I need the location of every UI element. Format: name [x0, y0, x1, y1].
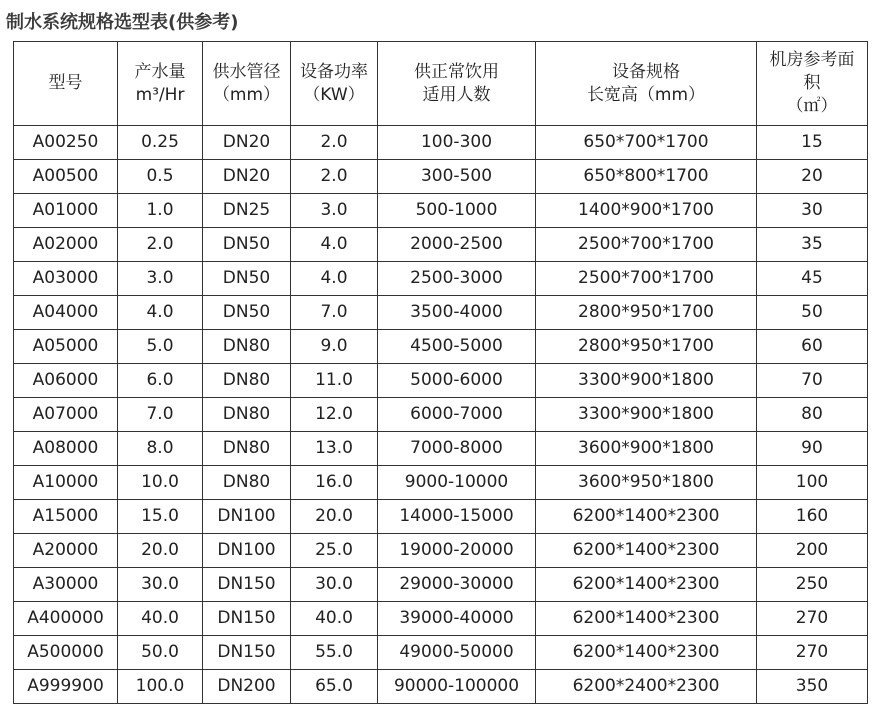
cell-people: 49000-50000 — [378, 636, 536, 670]
cell-people: 3500-4000 — [378, 296, 536, 330]
table-row — [14, 262, 868, 296]
cell-room-area: 90 — [757, 432, 868, 466]
cell-model: A10000 — [14, 466, 118, 500]
cell-water-output: 20.0 — [118, 534, 203, 568]
cell-power: 11.0 — [291, 364, 378, 398]
cell-people: 300-500 — [378, 160, 536, 194]
header-water-output — [118, 42, 203, 126]
cell-dimensions: 6200*1400*2300 — [536, 602, 757, 636]
cell-model: A00500 — [14, 160, 118, 194]
header-room-area — [757, 42, 868, 126]
cell-dimensions: 2800*950*1700 — [536, 296, 757, 330]
cell-pipe-diameter: DN80 — [203, 364, 291, 398]
cell-dimensions: 3300*900*1800 — [536, 364, 757, 398]
header-line: （㎡） — [786, 96, 838, 116]
header-dimensions — [536, 42, 757, 126]
cell-model: A999900 — [14, 670, 118, 704]
cell-dimensions: 6200*1400*2300 — [536, 636, 757, 670]
cell-dimensions: 2500*700*1700 — [536, 228, 757, 262]
cell-power: 4.0 — [291, 228, 378, 262]
header-line: 型号 — [48, 73, 83, 93]
cell-model: A20000 — [14, 534, 118, 568]
cell-water-output: 50.0 — [118, 636, 203, 670]
cell-water-output: 30.0 — [118, 568, 203, 602]
cell-power: 7.0 — [291, 296, 378, 330]
cell-dimensions: 3600*950*1800 — [536, 466, 757, 500]
cell-people: 7000-8000 — [378, 432, 536, 466]
cell-dimensions: 650*800*1700 — [536, 160, 757, 194]
cell-pipe-diameter: DN100 — [203, 500, 291, 534]
cell-model: A03000 — [14, 262, 118, 296]
cell-people: 9000-10000 — [378, 466, 536, 500]
cell-dimensions: 6200*2400*2300 — [536, 670, 757, 704]
cell-pipe-diameter: DN50 — [203, 262, 291, 296]
cell-pipe-diameter: DN150 — [203, 602, 291, 636]
cell-people: 100-300 — [378, 126, 536, 160]
cell-model: A500000 — [14, 636, 118, 670]
table-row — [14, 228, 868, 262]
cell-room-area: 45 — [757, 262, 868, 296]
cell-model: A30000 — [14, 568, 118, 602]
cell-room-area: 80 — [757, 398, 868, 432]
cell-power: 12.0 — [291, 398, 378, 432]
cell-people: 14000-15000 — [378, 500, 536, 534]
header-model — [14, 42, 118, 126]
cell-water-output: 10.0 — [118, 466, 203, 500]
cell-model: A01000 — [14, 194, 118, 228]
table-row — [14, 194, 868, 228]
cell-dimensions: 6200*1400*2300 — [536, 568, 757, 602]
cell-people: 500-1000 — [378, 194, 536, 228]
cell-power: 2.0 — [291, 160, 378, 194]
header-power — [291, 42, 378, 126]
cell-power: 9.0 — [291, 330, 378, 364]
cell-pipe-diameter: DN20 — [203, 160, 291, 194]
cell-pipe-diameter: DN100 — [203, 534, 291, 568]
cell-water-output: 1.0 — [118, 194, 203, 228]
cell-model: A07000 — [14, 398, 118, 432]
cell-room-area: 350 — [757, 670, 868, 704]
header-line: 设备功率 — [300, 61, 368, 82]
cell-power: 2.0 — [291, 126, 378, 160]
cell-pipe-diameter: DN150 — [203, 568, 291, 602]
cell-power: 16.0 — [291, 466, 378, 500]
cell-power: 30.0 — [291, 568, 378, 602]
cell-dimensions: 2500*700*1700 — [536, 262, 757, 296]
cell-model: A08000 — [14, 432, 118, 466]
cell-people: 90000-100000 — [378, 670, 536, 704]
header-line: 设备规格 — [612, 61, 680, 82]
spec-table — [13, 41, 868, 704]
cell-power: 4.0 — [291, 262, 378, 296]
cell-dimensions: 3300*900*1800 — [536, 398, 757, 432]
table-row — [14, 126, 868, 160]
cell-water-output: 2.0 — [118, 228, 203, 262]
table-row — [14, 602, 868, 636]
cell-room-area: 270 — [757, 636, 868, 670]
cell-room-area: 30 — [757, 194, 868, 228]
cell-room-area: 50 — [757, 296, 868, 330]
cell-people: 39000-40000 — [378, 602, 536, 636]
cell-room-area: 15 — [757, 126, 868, 160]
cell-water-output: 100.0 — [118, 670, 203, 704]
cell-dimensions: 650*700*1700 — [536, 126, 757, 160]
cell-power: 55.0 — [291, 636, 378, 670]
cell-water-output: 40.0 — [118, 602, 203, 636]
cell-pipe-diameter: DN80 — [203, 398, 291, 432]
cell-pipe-diameter: DN80 — [203, 466, 291, 500]
table-row — [14, 364, 868, 398]
cell-dimensions: 6200*1400*2300 — [536, 534, 757, 568]
table-row — [14, 466, 868, 500]
cell-room-area: 200 — [757, 534, 868, 568]
cell-pipe-diameter: DN200 — [203, 670, 291, 704]
cell-people: 2500-3000 — [378, 262, 536, 296]
cell-people: 5000-6000 — [378, 364, 536, 398]
cell-room-area: 250 — [757, 568, 868, 602]
header-line: 积 — [803, 73, 821, 93]
cell-dimensions: 3600*900*1800 — [536, 432, 757, 466]
table-row — [14, 160, 868, 194]
header-line: 机房参考面 — [769, 50, 855, 70]
cell-model: A15000 — [14, 500, 118, 534]
cell-power: 25.0 — [291, 534, 378, 568]
cell-pipe-diameter: DN20 — [203, 126, 291, 160]
cell-power: 3.0 — [291, 194, 378, 228]
cell-model: A04000 — [14, 296, 118, 330]
header-people — [378, 42, 536, 126]
table-row — [14, 398, 868, 432]
cell-people: 4500-5000 — [378, 330, 536, 364]
cell-room-area: 70 — [757, 364, 868, 398]
cell-people: 6000-7000 — [378, 398, 536, 432]
cell-room-area: 20 — [757, 160, 868, 194]
table-row — [14, 568, 868, 602]
cell-room-area: 160 — [757, 500, 868, 534]
cell-pipe-diameter: DN50 — [203, 228, 291, 262]
cell-people: 19000-20000 — [378, 534, 536, 568]
cell-pipe-diameter: DN150 — [203, 636, 291, 670]
table-row — [14, 432, 868, 466]
cell-model: A05000 — [14, 330, 118, 364]
cell-people: 29000-30000 — [378, 568, 536, 602]
cell-people: 2000-2500 — [378, 228, 536, 262]
cell-model: A02000 — [14, 228, 118, 262]
table-row — [14, 670, 868, 704]
cell-water-output: 0.25 — [118, 126, 203, 160]
cell-room-area: 35 — [757, 228, 868, 262]
cell-dimensions: 6200*1400*2300 — [536, 500, 757, 534]
cell-pipe-diameter: DN50 — [203, 296, 291, 330]
table-row — [14, 534, 868, 568]
cell-water-output: 4.0 — [118, 296, 203, 330]
cell-power: 40.0 — [291, 602, 378, 636]
header-row — [14, 42, 868, 126]
cell-pipe-diameter: DN25 — [203, 194, 291, 228]
header-line: 供正常饮用 — [414, 61, 499, 82]
cell-dimensions: 2800*950*1700 — [536, 330, 757, 364]
cell-water-output: 5.0 — [118, 330, 203, 364]
cell-water-output: 15.0 — [118, 500, 203, 534]
header-line: 长宽高（mm） — [586, 84, 706, 105]
table-body — [14, 126, 868, 704]
page-title: 制水系统规格选型表(供参考) — [6, 12, 239, 33]
cell-water-output: 6.0 — [118, 364, 203, 398]
cell-water-output: 8.0 — [118, 432, 203, 466]
header-pipe-diameter — [203, 42, 291, 126]
cell-model: A400000 — [14, 602, 118, 636]
header-line: （mm） — [212, 84, 281, 105]
cell-water-output: 7.0 — [118, 398, 203, 432]
header-line: 适用人数 — [422, 84, 491, 105]
cell-pipe-diameter: DN80 — [203, 432, 291, 466]
header-line: （KW） — [303, 84, 365, 105]
cell-model: A00250 — [14, 126, 118, 160]
cell-power: 65.0 — [291, 670, 378, 704]
cell-pipe-diameter: DN80 — [203, 330, 291, 364]
table-header — [14, 42, 868, 126]
cell-dimensions: 1400*900*1700 — [536, 194, 757, 228]
cell-room-area: 60 — [757, 330, 868, 364]
header-line: m³/Hr — [135, 84, 185, 105]
cell-room-area: 100 — [757, 466, 868, 500]
header-line: 产水量 — [134, 61, 186, 82]
table-row — [14, 330, 868, 364]
table-row — [14, 500, 868, 534]
cell-power: 20.0 — [291, 500, 378, 534]
cell-room-area: 270 — [757, 602, 868, 636]
cell-water-output: 0.5 — [118, 160, 203, 194]
table-row — [14, 296, 868, 330]
cell-water-output: 3.0 — [118, 262, 203, 296]
cell-power: 13.0 — [291, 432, 378, 466]
cell-model: A06000 — [14, 364, 118, 398]
header-line: 供水管径 — [212, 61, 281, 82]
table-row — [14, 636, 868, 670]
